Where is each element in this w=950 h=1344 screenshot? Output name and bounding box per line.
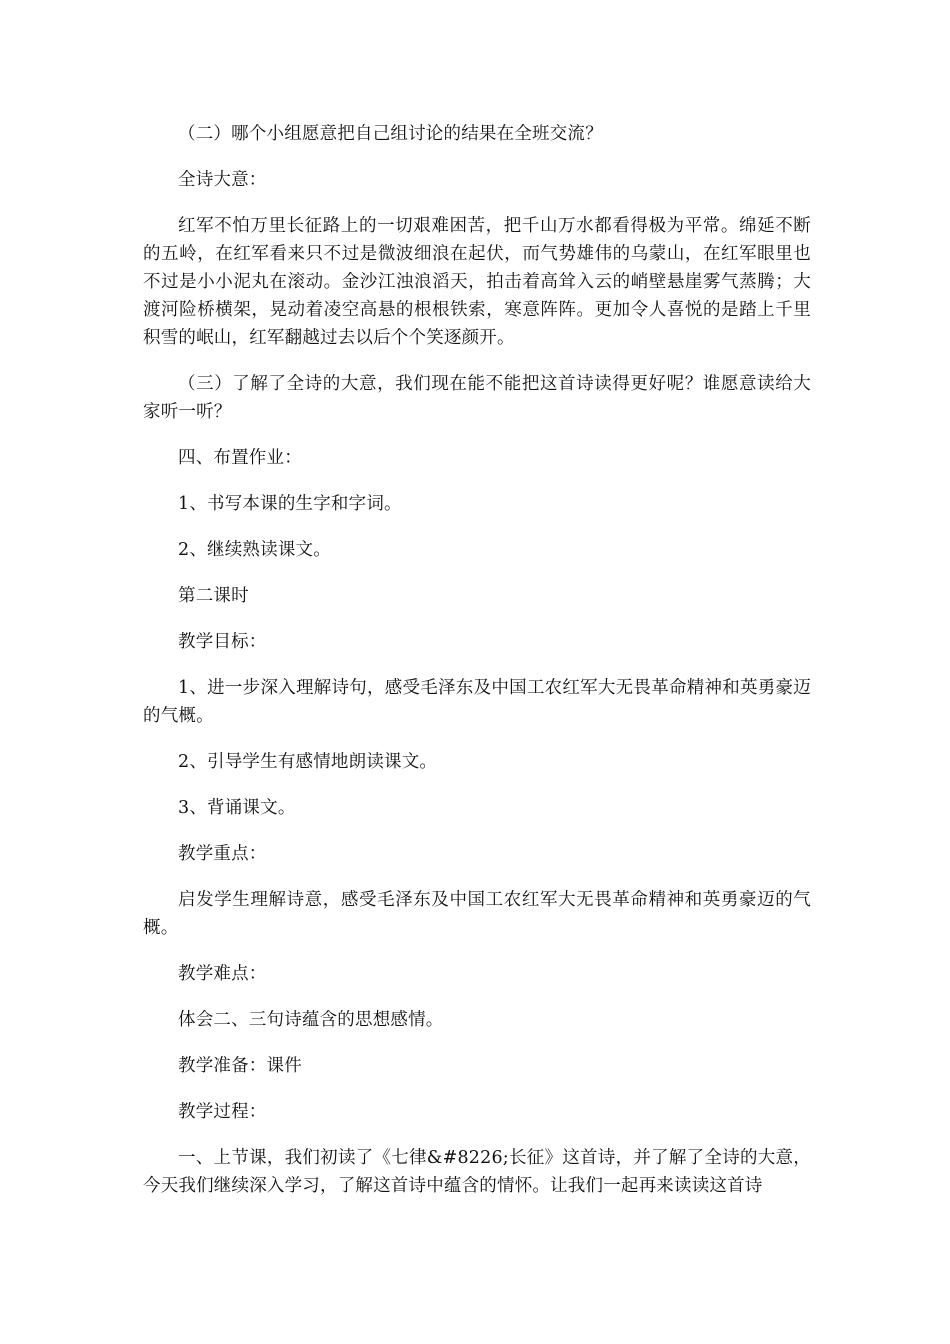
section-heading: 教学难点：	[178, 964, 267, 984]
paragraph: 教学准备：课件	[178, 1056, 302, 1076]
paragraph: （二）哪个小组愿意把自己组讨论的结果在全班交流？	[178, 124, 603, 144]
section-heading: 第二课时	[178, 586, 249, 606]
section-heading: 全诗大意：	[178, 170, 267, 190]
list-item: 2、继续熟读课文。	[178, 540, 331, 560]
list-item: 1、进一步深入理解诗句，感受毛泽东及中国工农红军大无畏革命精神和英勇豪迈的气概。	[143, 678, 811, 726]
paragraph: 一、上节课，我们初读了《七律&#8226;长征》这首诗，并了解了全诗的大意，今天我们继续深入学习，了解这首诗中蕴含的情怀。让我们一起再来读读这首诗	[143, 1148, 811, 1196]
list-item: 2、引导学生有感情地朗读课文。	[178, 752, 438, 772]
list-item: 3、背诵课文。	[178, 798, 296, 818]
paragraph: 体会二、三句诗蕴含的思想感情。	[178, 1010, 444, 1030]
section-heading: 教学过程：	[178, 1102, 267, 1122]
section-heading: 教学目标：	[178, 632, 267, 652]
section-heading: 教学重点：	[178, 844, 267, 864]
list-item: 1、书写本课的生字和字词。	[178, 494, 402, 514]
paragraph: 红军不怕万里长征路上的一切艰难困苦，把千山万水都看得极为平常。绵延不断的五岭，在红军看来只不过是微波细浪在起伏，而气势雄伟的乌蒙山，在红军眼里也不过是小小泥丸在滚动。金沙江浊浪滔天，拍击着高耸入云的峭壁悬崖雾气蒸腾；大渡河险桥横架，晃动着凌空高悬的根根铁索，寒意阵阵。更加令人喜悦的是踏上千里积雪的岷山，红军翻越过去以后个个笑逐颜开。	[143, 216, 811, 348]
section-heading: 四、布置作业：	[178, 448, 302, 468]
paragraph: （三）了解了全诗的大意，我们现在能不能把这首诗读得更好呢？谁愿意读给大家听一听？	[143, 374, 811, 422]
document-page	[143, 120, 811, 1218]
paragraph: 启发学生理解诗意，感受毛泽东及中国工农红军大无畏革命精神和英勇豪迈的气概。	[143, 890, 811, 938]
